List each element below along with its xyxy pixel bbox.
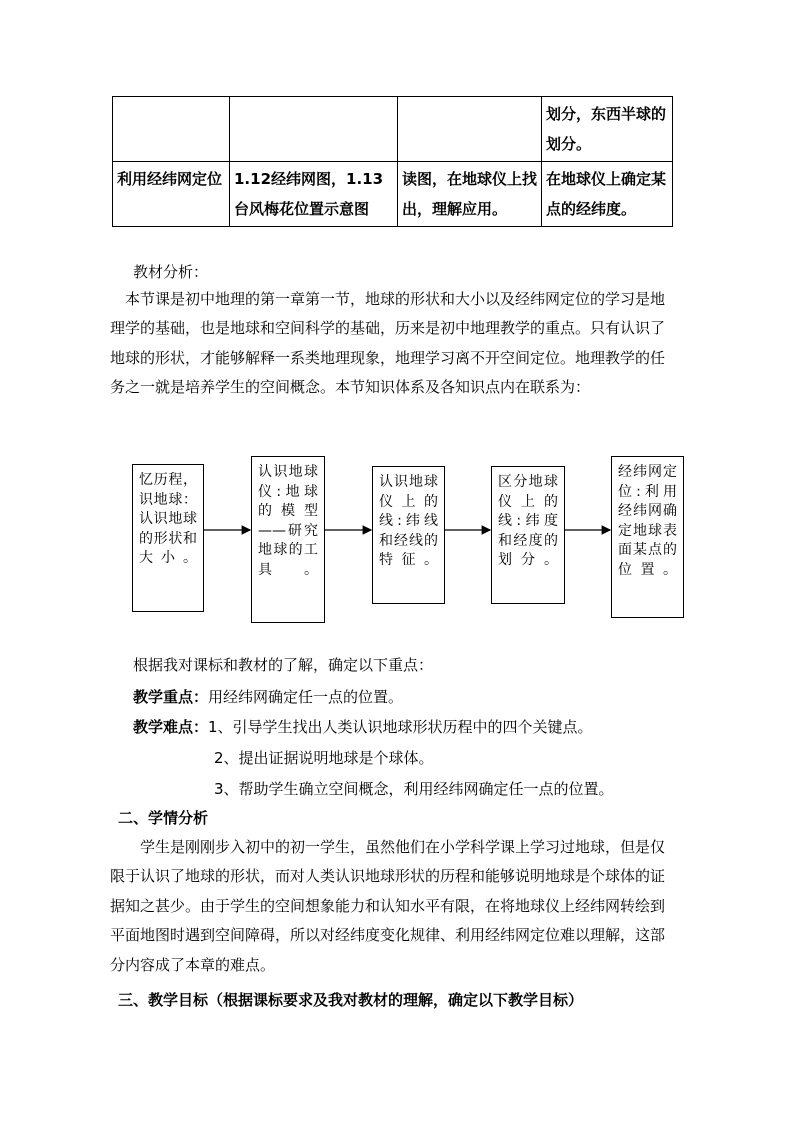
content-table	[112, 96, 673, 227]
flow-box-2: 认识地球仪:地球的模型——研究地球的工具。	[251, 456, 325, 623]
table-cell: 在地球仪上确定某点的经纬度。	[542, 162, 673, 227]
material-paragraph: 本节课是初中地理的第一章第一节，地球的形状和大小以及经纬网定位的学习是地理学的基础，也是地球和空间科学的基础，历来是初中地理教学的重点。只有认识了地球的形状，才能够解释一系类地理现象，地理学习离不开空间定位。地理教学的任务之一就是培养学生的空间概念。本节知识体系及各知识点内在联系为：	[110, 290, 666, 397]
table-cell: 读图，在地球仪上找出，理解应用。	[398, 162, 542, 227]
section2-heading: 二、学情分析	[118, 809, 209, 827]
table-row	[113, 162, 673, 227]
difficult-point-item-3: 3、帮助学生确立空间概念，利用经纬网确定任一点的位置。	[214, 780, 614, 798]
table-cell	[398, 97, 542, 162]
difficult-point-item-1: 1、引导学生找出人类认识地球形状历程中的四个关键点。	[208, 718, 593, 736]
table-row	[113, 97, 673, 162]
difficult-point	[133, 717, 593, 737]
section3-heading: 三、教学目标（根据课标要求及我对教材的理解，确定以下教学目标）	[118, 991, 584, 1009]
section2-paragraph: 学生是刚刚步入初中的初一学生，虽然他们在小学科学课上学习过地球，但是仅限于认识了地球的形状，而对人类认识地球形状的历程和能够说明地球是个球体的证据知之甚少。由于学生的空间想象能力和认知水平有限，在将地球仪上经纬网转绘到平面地图时遇到空间障碍，所以对经纬度变化规律、利用经纬网定位难以理解，这部分内容成了本章的难点。	[110, 838, 666, 974]
key-point-label: 教学重点：	[133, 688, 209, 706]
focus-intro: 根据我对课标和教材的了解，确定以下重点：	[133, 656, 434, 674]
table-cell: 划分，东西半球的划分。	[542, 97, 673, 162]
table-cell	[230, 97, 398, 162]
flow-box-4: 区分地球仪上的线:纬度和经度的划分。	[491, 466, 565, 604]
flow-box-1: 忆历程，识地球：认识地球的形状和大小。	[132, 464, 204, 612]
flow-box-3: 认识地球仪上的线:纬线和经线的特征。	[372, 466, 445, 604]
table-cell: 1.12经纬网图，1.13台风梅花位置示意图	[230, 162, 398, 227]
key-point	[133, 687, 403, 707]
material-heading: 教材分析：	[133, 263, 209, 281]
difficult-point-item-2: 2、提出证据说明地球是个球体。	[214, 749, 434, 767]
table-cell	[113, 97, 230, 162]
key-point-text: 用经纬网确定任一点的位置。	[208, 688, 404, 706]
difficult-point-label: 教学难点：	[133, 718, 209, 736]
table-cell: 利用经纬网定位	[113, 162, 230, 227]
flow-box-5: 经纬网定位:利用经纬网确定地球表面某点的位置。	[611, 456, 684, 618]
